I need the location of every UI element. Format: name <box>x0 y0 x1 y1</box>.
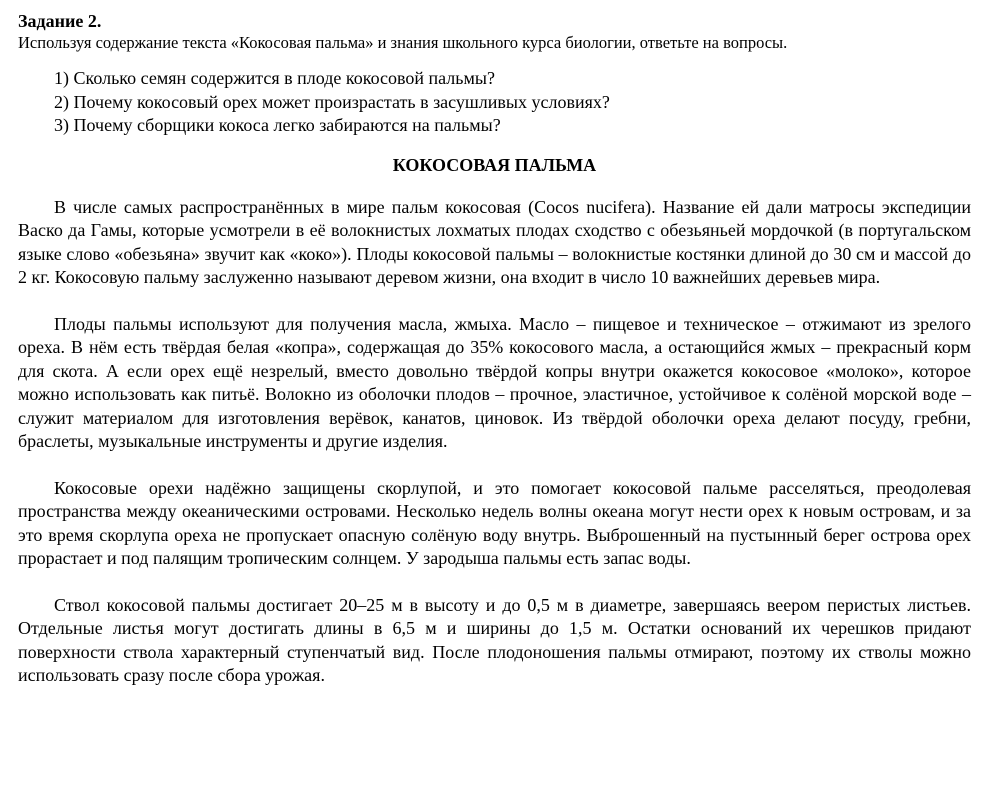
paragraph: Ствол кокосовой пальмы достигает 20–25 м в высоту и до 0,5 м в диаметре, завершаясь веером перистых листьев. Отдельные листья могут достигать длины в 6,5 м и ширины до 1,5 м. Остатки оснований их черешков придают поверхности ствола характерный ступенчатый вид. После плодоношения пальмы отмирают, поэтому их стволы можно использовать сразу после сбора урожая. <box>18 594 971 685</box>
question-item: 2) Почему кокосовый орех может произрастать в засушливых условиях? <box>54 91 610 112</box>
paragraph: В числе самых распространённых в мире пальм кокосовая (Cocos nucifera). Название ей дали матросы экспедиции Васко да Гамы, которые усмотрели в её волокнистых лохматых плодах сходство с обезьяньей мордочкой (в португальском языке слово «обезьяна» звучит как «коко»). Плоды кокосовой пальмы – волокнистые костянки длиной до 30 см и массой до 2 кг. Кокосовую пальму заслуженно называют деревом жизни, она входит в число 10 важнейших деревьев мира. <box>18 196 971 287</box>
question-item: 3) Почему сборщики кокоса легко забираются на пальмы? <box>54 115 501 135</box>
paragraph: Кокосовые орехи надёжно защищены скорлупой, и это помогает кокосовой пальме расселяться, преодолевая пространства между океаническими островами. Несколько недель волны океана могут нести орех к новым островам, и за это время скорлупа ореха не пропускает опасную солёную воду внутрь. Выброшенный на пустынный берег острова орех прорастает и под палящим тропическим солнцем. У зародыша пальмы есть запас воды. <box>18 477 971 568</box>
document-page <box>18 10 971 711</box>
question-list <box>18 67 971 138</box>
text-title: КОКОСОВАЯ ПАЛЬМА <box>392 154 597 175</box>
task-title: Задание 2. <box>18 11 102 31</box>
question-item: 1) Сколько семян содержится в плоде кокосовой пальмы? <box>54 68 495 88</box>
paragraph: Плоды пальмы используют для получения масла, жмыха. Масло – пищевое и техническое – отжимают из зрелого ореха. В нём есть твёрдая белая «копра», содержащая до 35% кокосового масла, а остающийся жмых – прекрасный корм для скота. А если орех ещё незрелый, вместо довольно твёрдой копры внутри окажется кокосовое «молоко», которое можно использовать как питьё. Волокно из оболочки плодов – прочное, эластичное, устойчивое к солёной морской воде – служит материалом для изготовления верёвок, канатов, циновок. Из твёрдой оболочки ореха делают посуду, гребни, браслеты, музыкальные инструменты и другие изделия. <box>18 313 971 451</box>
task-instruction: Используя содержание текста «Кокосовая пальма» и знания школьного курса биологии, ответьте на вопросы. <box>18 33 788 52</box>
